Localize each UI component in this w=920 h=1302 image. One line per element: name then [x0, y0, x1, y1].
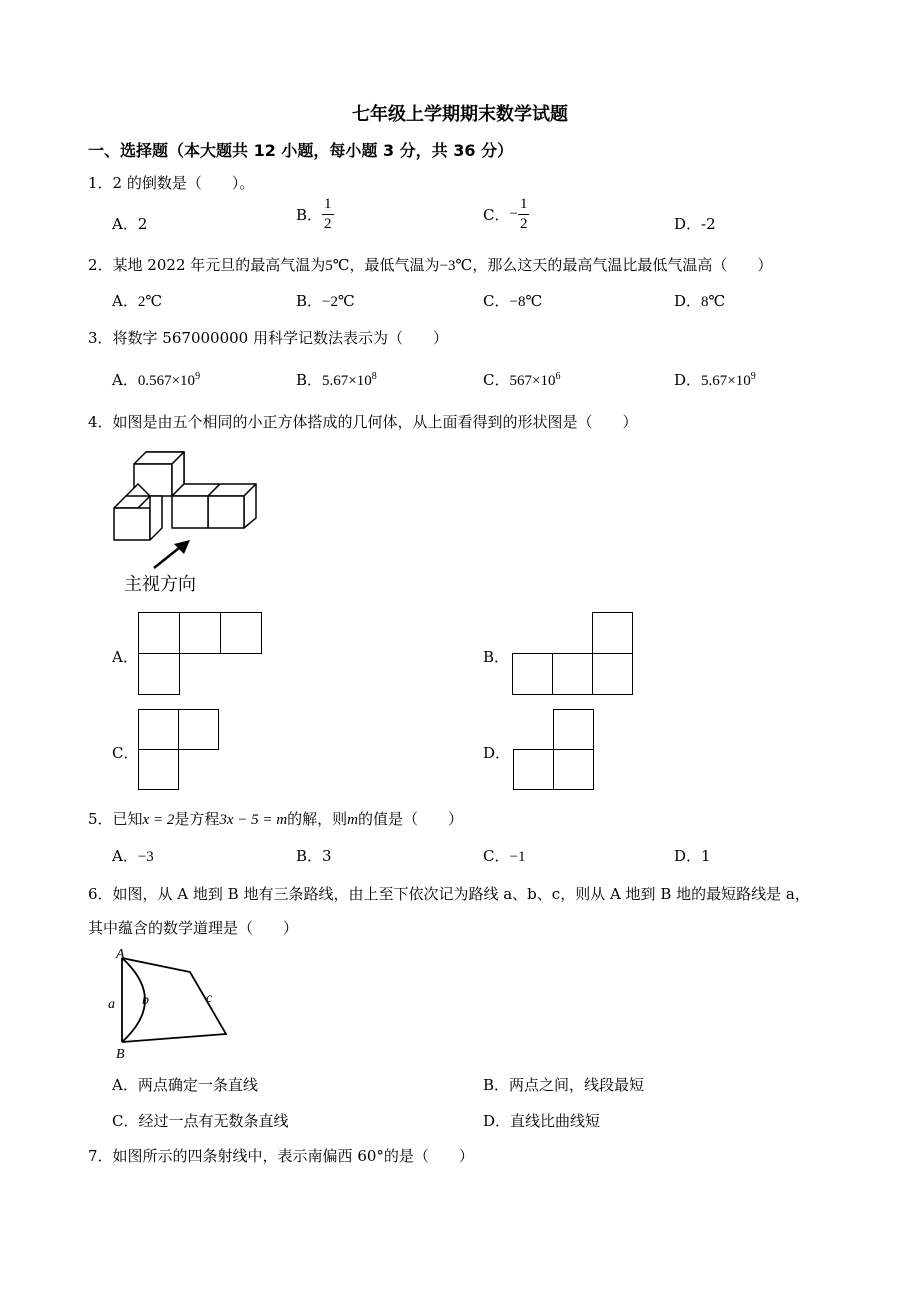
q3-b-base: 5.67×10: [322, 373, 372, 389]
cell: [220, 612, 262, 654]
q3-b-label: B．: [296, 371, 323, 389]
page-title: 七年级上学期期末数学试题: [352, 104, 568, 125]
q4-option-b-figure[interactable]: [512, 612, 634, 696]
q3-option-c[interactable]: [483, 369, 560, 390]
q2-b-value: −2℃: [322, 294, 355, 310]
q6-route-figure: [104, 946, 234, 1062]
q5-a-value: −3: [137, 849, 154, 865]
q2-option-d[interactable]: [674, 290, 725, 311]
q2-option-b[interactable]: [296, 290, 355, 311]
q3-a-label: A．: [112, 371, 138, 389]
q3-a-exp: 9: [195, 371, 201, 382]
q4-option-a-figure[interactable]: [138, 612, 264, 698]
q2-stem: [88, 254, 772, 275]
q2-c-value: −8℃: [509, 294, 543, 310]
cell: [512, 653, 553, 695]
q5-c-label: C．: [483, 847, 510, 865]
q1-d-value: -2: [701, 215, 716, 233]
q2-c-label: C．: [483, 292, 510, 310]
q4-caption: 主视方向: [124, 574, 196, 595]
q6-b-value: 两点之间，线段最短: [509, 1076, 645, 1094]
q4-d-label[interactable]: D．: [483, 744, 511, 762]
cube-right: [208, 496, 244, 528]
q1-option-a[interactable]: [112, 213, 147, 234]
q5-d-value: 1: [701, 847, 711, 865]
q2-d-value: 8℃: [701, 294, 726, 310]
q6-option-b[interactable]: [483, 1074, 644, 1095]
q6-option-d[interactable]: [483, 1110, 600, 1131]
q2-d-label: D．: [674, 292, 702, 310]
cell: [138, 653, 180, 695]
q1-b-denominator: 2: [324, 216, 332, 232]
q5-option-d[interactable]: [674, 845, 711, 866]
q3-option-d[interactable]: [674, 369, 756, 390]
route-c-label: c: [206, 991, 213, 1006]
q5-d-label: D．: [674, 847, 702, 865]
cell: [553, 749, 594, 790]
q3-b-exp: 8: [371, 371, 377, 382]
q5-var: m: [347, 812, 358, 828]
q3-c-base: 567×10: [509, 373, 556, 389]
q6-d-label: D．: [483, 1112, 511, 1130]
q2-option-c[interactable]: [483, 290, 542, 311]
q2-low: −3℃: [439, 258, 473, 274]
q1-b-numerator: 1: [322, 197, 334, 215]
q1-d-label: D．: [674, 215, 702, 233]
q1-b-label: B．: [296, 206, 323, 224]
point-a-label: A: [116, 947, 125, 962]
q6-c-label: C．: [112, 1112, 139, 1130]
q6-a-value: 两点确定一条直线: [137, 1076, 258, 1094]
q5-stem: [88, 808, 463, 829]
q5-stem-mid: 是方程: [174, 810, 220, 828]
q1-c-denominator: 2: [519, 216, 528, 232]
cell: [178, 709, 219, 750]
q1-a-value: 2: [137, 215, 148, 233]
q5-c-value: −1: [509, 849, 526, 865]
q2-a-label: A．: [112, 292, 138, 310]
q4-a-label[interactable]: A．: [112, 648, 138, 666]
q6-d-value: 直线比曲线短: [510, 1112, 601, 1130]
q5-b-label: B．: [296, 847, 323, 865]
q3-d-exp: 9: [750, 371, 756, 382]
q2-option-a[interactable]: [112, 290, 162, 311]
q4-stem: 4．如图是由五个相同的小正方体搭成的几何体，从上面看得到的形状图是（ ）: [88, 413, 638, 431]
q5-stem-pre: 5．已知: [88, 810, 143, 828]
q5-stem-post: 的值是（ ）: [357, 810, 463, 828]
route-b-label: b: [142, 993, 149, 1008]
q4-option-c-figure[interactable]: [138, 709, 220, 791]
cell: [513, 749, 554, 790]
point-b-label: B: [116, 1047, 125, 1062]
q4-cube-figure: [108, 448, 268, 548]
cube-left: [114, 508, 150, 540]
q2-high: 5℃: [325, 258, 350, 274]
q5-stem-mid2: 的解，则: [287, 810, 348, 828]
q6-c-value: 经过一点有无数条直线: [138, 1112, 289, 1130]
q1-option-c[interactable]: [483, 197, 529, 232]
arrow-icon: [150, 538, 190, 572]
q2-a-value: 2℃: [137, 294, 163, 310]
cell: [138, 749, 179, 790]
q6-b-label: B．: [483, 1076, 510, 1094]
q6-option-a[interactable]: [112, 1074, 258, 1095]
q1-c-sign: −: [509, 206, 518, 222]
cell: [552, 653, 593, 695]
cell: [138, 709, 179, 750]
q2-stem-post: ，那么这天的最高气温比最低气温高（ ）: [472, 256, 773, 274]
q6-stem-line2: 其中蕴含的数学道理是（ ）: [88, 919, 299, 937]
q1-c-numerator: 1: [518, 197, 530, 215]
q6-option-c[interactable]: [112, 1110, 289, 1131]
q5-b-value: 3: [322, 847, 332, 865]
q5-option-a[interactable]: [112, 845, 154, 866]
cell: [592, 612, 633, 654]
q4-option-d-figure[interactable]: [513, 709, 595, 791]
q1-a-label: A．: [112, 215, 138, 233]
q3-stem: 3．将数字 567000000 用科学记数法表示为（ ）: [88, 329, 448, 347]
cell: [553, 709, 594, 750]
q2-b-label: B．: [296, 292, 323, 310]
cube-middle: [172, 496, 208, 528]
q1-c-fraction: [518, 197, 530, 232]
section-heading: 一、选择题（本大题共 12 小题，每小题 3 分，共 36 分）: [88, 141, 514, 160]
q3-c-exp: 6: [555, 371, 561, 382]
q2-stem-mid: ，最低气温为: [349, 256, 440, 274]
q3-c-label: C．: [483, 371, 510, 389]
q3-option-a[interactable]: [112, 369, 200, 390]
q6-stem-line1: 6．如图，从 A 地到 B 地有三条路线，由上至下依次记为路线 a、b、c，则从 A 地到 B 地的最短路线是 a，: [88, 885, 810, 903]
cell: [138, 612, 180, 654]
q3-a-base: 0.567×10: [137, 373, 196, 389]
q5-a-label: A．: [112, 847, 138, 865]
q1-c-label: C．: [483, 206, 510, 224]
q5-condition: x = 2: [142, 812, 175, 828]
route-a-label: a: [108, 997, 115, 1012]
q5-equation: 3x − 5 = m: [219, 812, 288, 828]
q7-stem: 7．如图所示的四条射线中，表示南偏西 60°的是（ ）: [88, 1147, 474, 1165]
q5-option-c[interactable]: [483, 845, 525, 866]
cell: [592, 653, 633, 695]
q4-b-label[interactable]: B．: [483, 648, 510, 666]
q3-option-b[interactable]: [296, 369, 377, 390]
q1-b-fraction: [322, 197, 334, 232]
q5-option-b[interactable]: [296, 845, 332, 866]
q6-a-label: A．: [112, 1076, 138, 1094]
q2-stem-pre: 2．某地 2022 年元旦的最高气温为: [88, 256, 326, 274]
q3-d-base: 5.67×10: [701, 373, 751, 389]
q3-d-label: D．: [674, 371, 702, 389]
cell: [179, 612, 221, 654]
q1-stem: 1．2 的倒数是（ ）。: [88, 174, 255, 192]
q1-option-d[interactable]: [674, 213, 716, 234]
q1-option-b[interactable]: [296, 197, 334, 232]
q4-c-label[interactable]: C．: [112, 744, 139, 762]
